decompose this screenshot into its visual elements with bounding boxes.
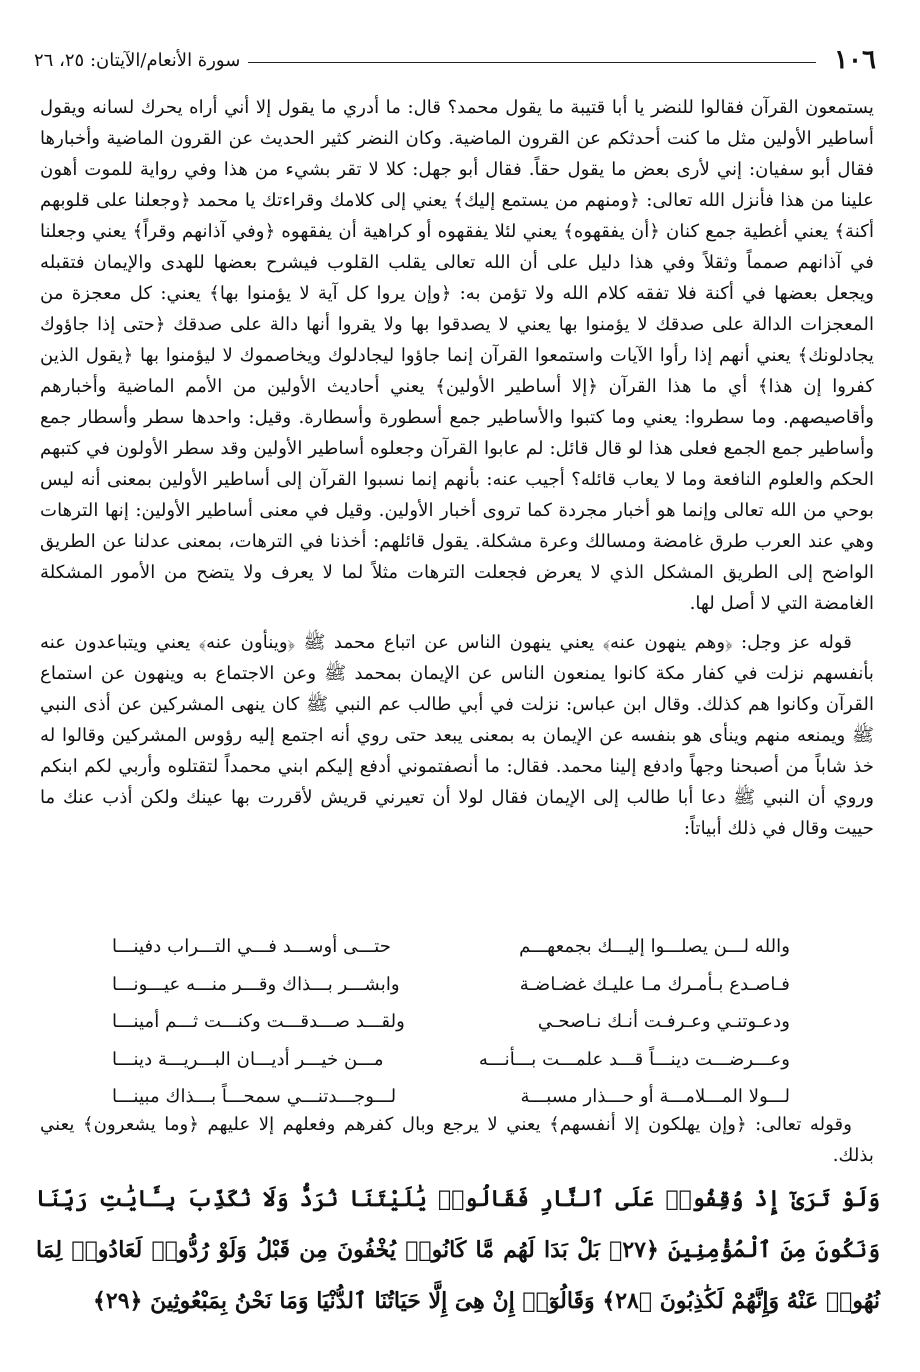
poem-verse	[112, 966, 790, 1004]
poem-verse	[112, 928, 790, 966]
poem-second-hemistich: حتـــى أوســـد فـــي التـــراب دفينـــا	[112, 936, 392, 958]
poem-second-hemistich: لـــوجـــدتنـــي سمحـــاً بـــذاك مبينـــا	[112, 1086, 397, 1108]
poem-verse	[112, 1003, 790, 1041]
closing-paragraph: وقوله تعالى: ﴿وإن يهلكون إلا أنفسهم﴾ يعني لا يرجع وبال كفرهم وفعلهم إلا عليهم ﴿وما يشعرون﴾ يعني بذلك.	[40, 1114, 874, 1166]
poem-first-hemistich: وعـــرضـــت دينـــاً قـــد علمـــت بـــأنـــه	[478, 1048, 790, 1070]
quran-verses: وَلَوْ تَرَىٰٓ إِذْ وُقِفُوا۟ عَلَى ٱلنَّارِ فَقَالُوا۟ يَٰلَيْتَنَا نُرَدُّ وَلَا نُكَذِّبَ بِـَٔايَٰتِ رَبِّنَا وَنَكُونَ مِنَ ٱلْمُؤْمِنِينَ ﴿٢٧﴾ بَلْ بَدَا لَهُم مَّا كَانُوا۟ يُخْفُونَ مِن قَبْلُ وَلَوْ رُدُّوا۟ لَعَادُوا۟ لِمَا نُهُوا۟ عَنْهُ وَإِنَّهُمْ لَكَٰذِبُونَ ﴿٢٨﴾ وَقَالُوٓا۟ إِنْ هِىَ إِلَّا حَيَاتُنَا ٱلدُّنْيَا وَمَا نَحْنُ بِمَبْعُوثِينَ ﴿٢٩﴾	[36, 1186, 881, 1314]
poem-second-hemistich: مـــن خيـــر أديـــان البـــريـــة دينـــا	[112, 1048, 384, 1070]
commentary-paragraph: يستمعون القرآن فقالوا للنضر يا أبا قتيبة ما يقول محمد؟ قال: ما أدري ما يقول إلا أني أراه يحرك لسانه ويقول أساطير الأولين مثل ما كنت أحدثكم عن القرون الماضية. وكان النضر كثير الحديث عن القرون الماضية وأخبارها فقال أبو سفيان: إني لأرى بعض ما يقول حقاً. فقال أبو جهل: كلا لا تقر بشيء من هذا وفي رواية للموت أهون علينا من هذا فأنزل الله تعالى: ﴿ومنهم من يستمع إليك﴾ يعني إلى كلامك وقراءتك يا محمد ﴿وجعلنا على قلوبهم أكنة﴾ يعني أغطية جمع كنان ﴿أن يفقهوه﴾ يعني لئلا يفقهوه أو كراهية أن يفقهوه ﴿وفي آذانهم وقراً﴾ يعني وجعلنا في آذانهم صمماً وثقلاً وفي هذا دليل على أن الله تعالى يقلب القلوب فيشرح بعضها للهدى والإيمان فتقبله ويجعل بعضها في أكنة فلا تفقه كلام الله ولا تؤمن به: ﴿وإن يروا كل آية لا يؤمنوا بها﴾ يعني: كل معجزة من المعجزات الدالة على صدقك لا يؤمنوا بها يعني لا يصدقوا بها ولا يقروا أنها دالة على صدقك ﴿حتى إذا جاؤوك يجادلونك﴾ يعني أنهم إذا رأوا الآيات واستمعوا القرآن إنما جاؤوا ليجادلوك ويخاصموك لا ليؤمنوا بها ﴿يقول الذين كفروا إن هذا﴾ أي ما هذا القرآن ﴿إلا أساطير الأولين﴾ يعني أحاديث الأولين من الأمم الماضية وأخبارهم وأقاصيصهم. وما سطروا: يعني وما كتبوا والأساطير جمع أسطورة وأسطارة. وقيل: واحدها سطر وأسطار جمع وأساطير جمع الجمع فعلى هذا لو قال قائل: لم عابوا القرآن وجعلوه أساطير الأولين وقد سطر الأولون في كتبهم الحكم والعلوم النافعة وما لا يعاب قائله؟ أجيب عنه: بأنهم إنما نسبوا القرآن إلى أساطير الأولين بمعنى أنه ليس بوحي من الله تعالى وإنما هو أخبار مجردة كما تروى أخبار الأولين. وقيل في معنى أساطير الأولين: إنها الترهات وهي عند العرب طرق غامضة ومسالك وعرة مشكلة. يقول قائلهم: أخذنا في الترهات، بمعنى عدلنا عن الطريق الواضح إلى الطريق المشكل الذي لا يعرض فجعلت الترهات مثلاً لما لا يعرف ولا يتضح من الأمور المشكلة الغامضة التي لا أصل لها.	[40, 97, 874, 614]
surah-title: سورة الأنعام/الآيتان: ٢٥، ٢٦	[34, 49, 241, 71]
poem-first-hemistich: فـاصـدع بـأمـرك مـا عليـك غضـاضـة	[519, 973, 790, 995]
poem-second-hemistich: وابشـــر بـــذاك وقـــر منـــه عيـــونـــا	[112, 973, 400, 995]
commentary-paragraph: قوله عز وجل: ﴿وهم ينهون عنه﴾ يعني ينهون الناس عن اتباع محمد ﷺ ﴿وينأون عنه﴾ يعني ويتباعدون عنه بأنفسهم نزلت في كفار مكة كانوا يمنعون الناس عن الإيمان بمحمد ﷺ وعن الاجتماع به وينهون عن استماع القرآن وكانوا هم كذلك. وقال ابن عباس: نزلت في أبي طالب عم النبي ﷺ كان ينهى المشركين عن أذى النبي ﷺ ويمنعه منهم وينأى هو بنفسه عن الإيمان به بمعنى يبعد حتى روي أنه اجتمع إليه رؤوس المشركين وقالوا له خذ شاباً من أصبحنا وجهاً وادفع إلينا محمد. فقال: ما أنصفتموني أدفع إليكم ابني محمداً لتقتلوه وأربي لكم ابنكم وروي أن النبي ﷺ دعا أبا طالب إلى الإيمان فقال لولا أن تعيرني قريش لأقررت بها عينك ولكن أذب عنك ما حييت وقال في ذلك أبياتاً:	[40, 632, 874, 839]
poem-first-hemistich: والله لـــن يصلـــوا إليـــك بجمعهـــم	[519, 936, 790, 958]
quran-verses-block	[36, 1174, 880, 1327]
header-rule	[248, 62, 816, 63]
running-header	[34, 40, 876, 80]
page-number: ١٠٦	[834, 45, 876, 75]
poem-second-hemistich: ولقـــد صـــدقـــت وكنـــت ثـــم أمينـــا	[112, 1011, 405, 1033]
poem	[112, 928, 790, 1116]
poem-first-hemistich: ودعـوتنـي وعـرفـت أنـك نـاصحـي	[537, 1011, 790, 1033]
poem-first-hemistich: لـــولا المـــلامـــة أو حـــذار مسبـــة	[520, 1086, 790, 1108]
closing-commentary	[40, 1109, 874, 1171]
commentary-text	[40, 92, 874, 844]
poem-verse	[112, 1041, 790, 1079]
